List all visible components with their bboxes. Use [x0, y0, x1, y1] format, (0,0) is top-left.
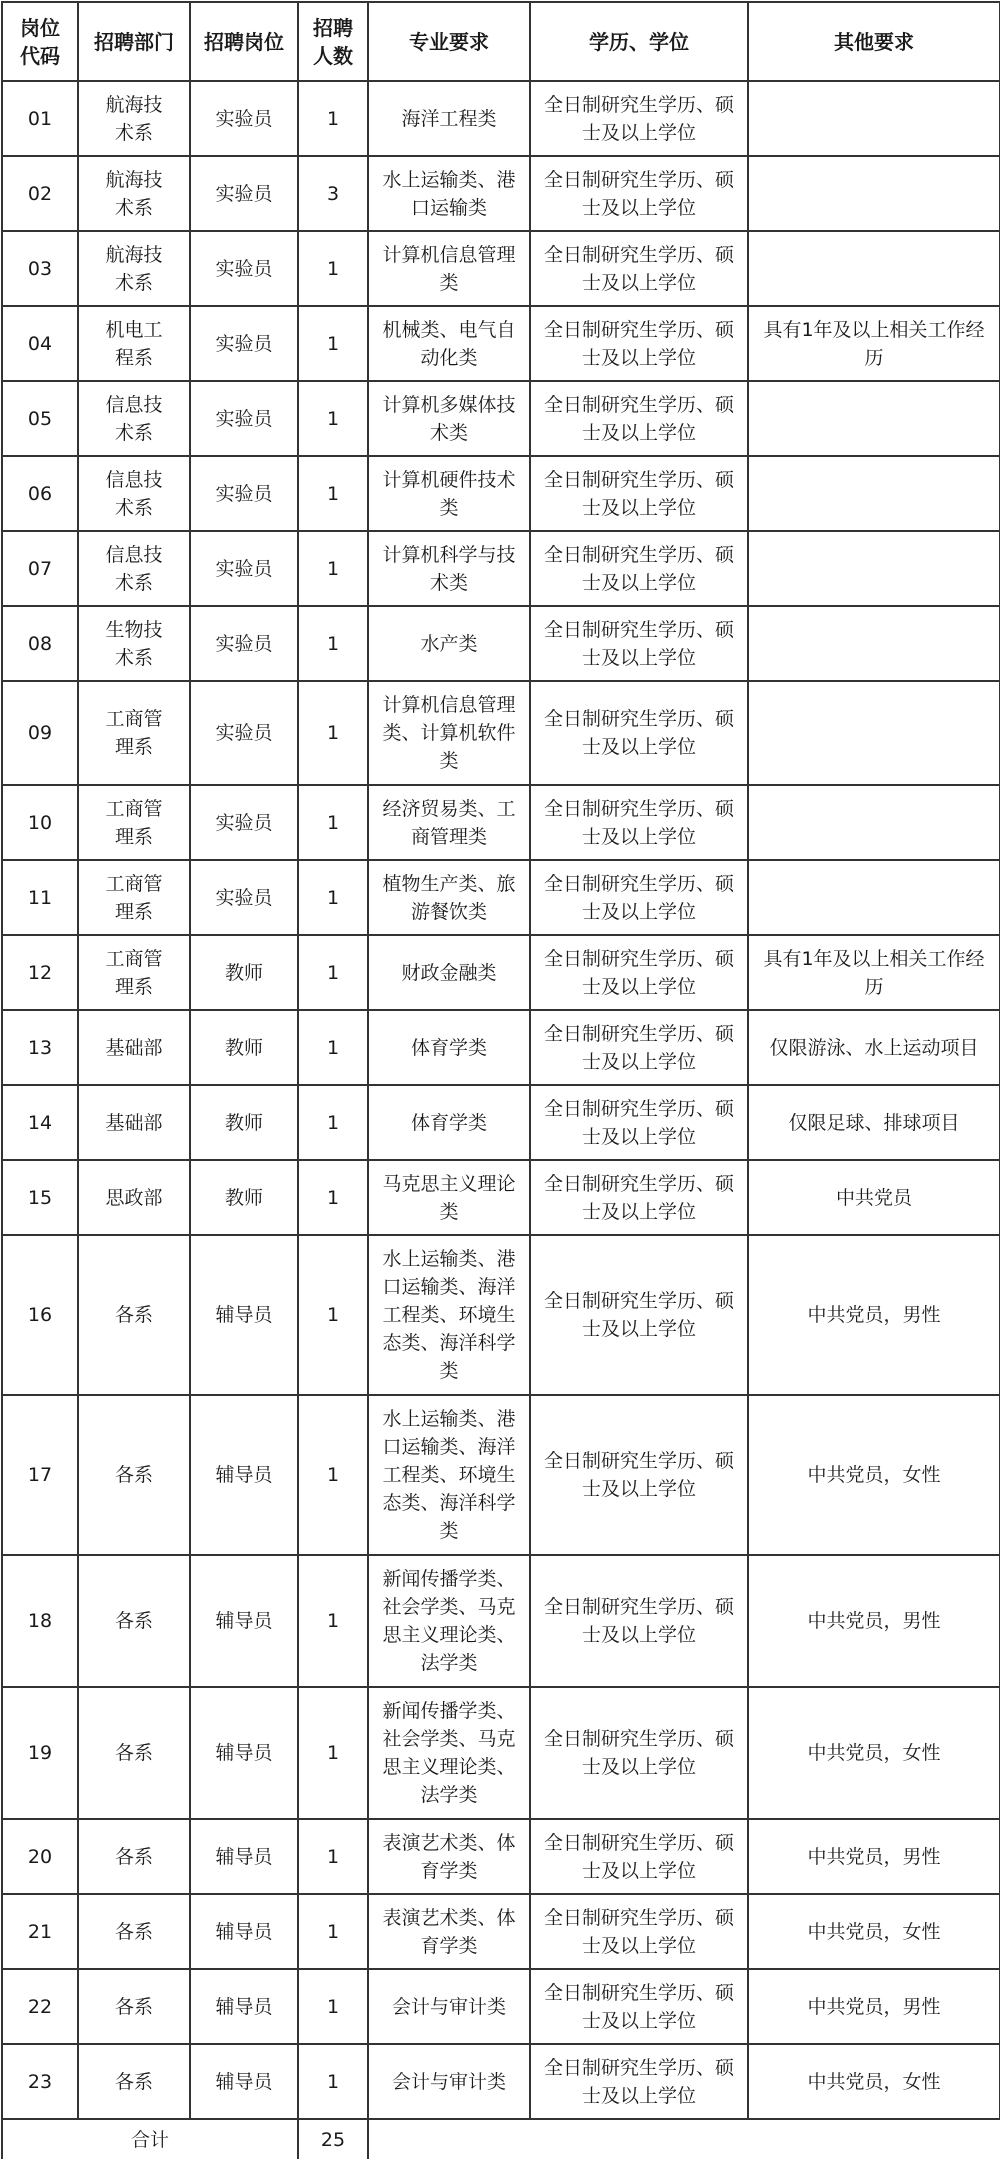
cell-edu: 全日制研究生学历、硕士及以上学位: [530, 156, 748, 231]
table-row: [2, 1160, 1000, 1235]
cell-post: 辅导员: [190, 1819, 298, 1894]
cell-count: 1: [298, 456, 368, 531]
cell-dept: 各系: [78, 1819, 190, 1894]
cell-other: 中共党员，女性: [748, 1687, 1000, 1819]
cell-edu: 全日制研究生学历、硕士及以上学位: [530, 1894, 748, 1969]
cell-dept: 各系: [78, 1395, 190, 1555]
cell-dept: 各系: [78, 1235, 190, 1395]
total-count: 25: [298, 2119, 368, 2159]
cell-code: 10: [2, 785, 78, 860]
header-code: 岗位代码: [2, 2, 78, 81]
header-major: 专业要求: [368, 2, 530, 81]
cell-code: 15: [2, 1160, 78, 1235]
cell-other: 中共党员，男性: [748, 1969, 1000, 2044]
table-row: [2, 1010, 1000, 1085]
cell-other: [748, 456, 1000, 531]
cell-post: 实验员: [190, 681, 298, 785]
cell-dept: 信息技术系: [78, 456, 190, 531]
header-count: 招聘人数: [298, 2, 368, 81]
cell-post: 实验员: [190, 456, 298, 531]
cell-code: 01: [2, 81, 78, 156]
cell-other: 中共党员，男性: [748, 1819, 1000, 1894]
cell-major: 计算机信息管理类: [368, 231, 530, 306]
cell-major: 表演艺术类、体育学类: [368, 1819, 530, 1894]
cell-edu: 全日制研究生学历、硕士及以上学位: [530, 785, 748, 860]
cell-major: 财政金融类: [368, 935, 530, 1010]
cell-code: 11: [2, 860, 78, 935]
cell-major: 机械类、电气自动化类: [368, 306, 530, 381]
cell-other: 中共党员: [748, 1160, 1000, 1235]
cell-code: 02: [2, 156, 78, 231]
table-row: [2, 1819, 1000, 1894]
cell-post: 教师: [190, 1160, 298, 1235]
cell-major: 植物生产类、旅游餐饮类: [368, 860, 530, 935]
cell-count: 1: [298, 1894, 368, 1969]
table-row: [2, 156, 1000, 231]
cell-count: 1: [298, 1395, 368, 1555]
cell-other: 中共党员，女性: [748, 1395, 1000, 1555]
table-row: [2, 935, 1000, 1010]
cell-count: 1: [298, 1235, 368, 1395]
cell-edu: 全日制研究生学历、硕士及以上学位: [530, 456, 748, 531]
table-row: [2, 681, 1000, 785]
table-row: [2, 1687, 1000, 1819]
cell-edu: 全日制研究生学历、硕士及以上学位: [530, 1819, 748, 1894]
table-row: [2, 1085, 1000, 1160]
cell-dept: 工商管理系: [78, 681, 190, 785]
cell-other: [748, 381, 1000, 456]
cell-edu: 全日制研究生学历、硕士及以上学位: [530, 1395, 748, 1555]
cell-major: 会计与审计类: [368, 1969, 530, 2044]
cell-code: 22: [2, 1969, 78, 2044]
cell-major: 水上运输类、港口运输类、海洋工程类、环境生态类、海洋科学类: [368, 1235, 530, 1395]
cell-post: 实验员: [190, 531, 298, 606]
cell-edu: 全日制研究生学历、硕士及以上学位: [530, 381, 748, 456]
cell-edu: 全日制研究生学历、硕士及以上学位: [530, 306, 748, 381]
cell-edu: 全日制研究生学历、硕士及以上学位: [530, 1969, 748, 2044]
cell-code: 13: [2, 1010, 78, 1085]
cell-major: 水产类: [368, 606, 530, 681]
cell-post: 实验员: [190, 381, 298, 456]
cell-major: 体育学类: [368, 1085, 530, 1160]
cell-edu: 全日制研究生学历、硕士及以上学位: [530, 860, 748, 935]
cell-other: 中共党员，女性: [748, 1894, 1000, 1969]
cell-other: [748, 81, 1000, 156]
cell-major: 计算机信息管理类、计算机软件类: [368, 681, 530, 785]
table-row: [2, 1894, 1000, 1969]
cell-post: 教师: [190, 1085, 298, 1160]
cell-code: 03: [2, 231, 78, 306]
cell-other: 仅限游泳、水上运动项目: [748, 1010, 1000, 1085]
table-row: [2, 531, 1000, 606]
cell-major: 体育学类: [368, 1010, 530, 1085]
cell-post: 辅导员: [190, 1969, 298, 2044]
cell-other: [748, 156, 1000, 231]
recruitment-table: [1, 1, 1000, 2159]
cell-other: 具有1年及以上相关工作经历: [748, 935, 1000, 1010]
cell-count: 1: [298, 935, 368, 1010]
cell-edu: 全日制研究生学历、硕士及以上学位: [530, 1010, 748, 1085]
cell-edu: 全日制研究生学历、硕士及以上学位: [530, 81, 748, 156]
cell-code: 05: [2, 381, 78, 456]
cell-dept: 信息技术系: [78, 531, 190, 606]
table-row: [2, 1235, 1000, 1395]
cell-code: 23: [2, 2044, 78, 2119]
cell-code: 04: [2, 306, 78, 381]
cell-count: 1: [298, 860, 368, 935]
cell-post: 实验员: [190, 306, 298, 381]
cell-other: 中共党员，女性: [748, 2044, 1000, 2119]
cell-other: [748, 785, 1000, 860]
cell-major: 新闻传播学类、社会学类、马克思主义理论类、法学类: [368, 1687, 530, 1819]
cell-post: 辅导员: [190, 1395, 298, 1555]
cell-code: 12: [2, 935, 78, 1010]
footer-row: [2, 2119, 1000, 2159]
table-row: [2, 785, 1000, 860]
table-row: [2, 381, 1000, 456]
cell-code: 20: [2, 1819, 78, 1894]
cell-edu: 全日制研究生学历、硕士及以上学位: [530, 1555, 748, 1687]
cell-code: 16: [2, 1235, 78, 1395]
cell-edu: 全日制研究生学历、硕士及以上学位: [530, 1085, 748, 1160]
cell-count: 1: [298, 1819, 368, 1894]
cell-count: 1: [298, 1969, 368, 2044]
cell-post: 实验员: [190, 231, 298, 306]
cell-code: 21: [2, 1894, 78, 1969]
cell-code: 06: [2, 456, 78, 531]
cell-edu: 全日制研究生学历、硕士及以上学位: [530, 1235, 748, 1395]
cell-code: 07: [2, 531, 78, 606]
cell-post: 实验员: [190, 860, 298, 935]
cell-post: 实验员: [190, 785, 298, 860]
table-row: [2, 306, 1000, 381]
cell-post: 辅导员: [190, 1687, 298, 1819]
cell-count: 1: [298, 381, 368, 456]
cell-other: [748, 531, 1000, 606]
cell-other: 具有1年及以上相关工作经历: [748, 306, 1000, 381]
cell-major: 表演艺术类、体育学类: [368, 1894, 530, 1969]
table-row: [2, 231, 1000, 306]
cell-count: 1: [298, 606, 368, 681]
cell-major: 新闻传播学类、社会学类、马克思主义理论类、法学类: [368, 1555, 530, 1687]
table-row: [2, 1395, 1000, 1555]
cell-code: 09: [2, 681, 78, 785]
cell-count: 1: [298, 231, 368, 306]
table-row: [2, 1555, 1000, 1687]
cell-dept: 各系: [78, 1687, 190, 1819]
cell-post: 教师: [190, 1010, 298, 1085]
table-row: [2, 81, 1000, 156]
cell-major: 计算机多媒体技术类: [368, 381, 530, 456]
cell-code: 14: [2, 1085, 78, 1160]
cell-dept: 基础部: [78, 1085, 190, 1160]
cell-major: 马克思主义理论类: [368, 1160, 530, 1235]
cell-count: 1: [298, 2044, 368, 2119]
cell-dept: 工商管理系: [78, 860, 190, 935]
cell-edu: 全日制研究生学历、硕士及以上学位: [530, 935, 748, 1010]
table-row: [2, 2044, 1000, 2119]
cell-dept: 机电工程系: [78, 306, 190, 381]
cell-other: 中共党员，男性: [748, 1555, 1000, 1687]
cell-dept: 工商管理系: [78, 785, 190, 860]
table-row: [2, 860, 1000, 935]
cell-code: 08: [2, 606, 78, 681]
table-row: [2, 456, 1000, 531]
cell-dept: 基础部: [78, 1010, 190, 1085]
table-body: [2, 81, 1000, 2159]
cell-edu: 全日制研究生学历、硕士及以上学位: [530, 681, 748, 785]
cell-major: 水上运输类、港口运输类: [368, 156, 530, 231]
cell-count: 1: [298, 1010, 368, 1085]
header-dept: 招聘部门: [78, 2, 190, 81]
cell-code: 18: [2, 1555, 78, 1687]
cell-edu: 全日制研究生学历、硕士及以上学位: [530, 606, 748, 681]
cell-other: [748, 231, 1000, 306]
table-row: [2, 606, 1000, 681]
cell-other: [748, 860, 1000, 935]
cell-count: 1: [298, 681, 368, 785]
cell-dept: 航海技术系: [78, 81, 190, 156]
cell-edu: 全日制研究生学历、硕士及以上学位: [530, 531, 748, 606]
cell-count: 1: [298, 306, 368, 381]
cell-count: 1: [298, 1687, 368, 1819]
cell-edu: 全日制研究生学历、硕士及以上学位: [530, 2044, 748, 2119]
cell-dept: 航海技术系: [78, 231, 190, 306]
cell-count: 3: [298, 156, 368, 231]
cell-other: 仅限足球、排球项目: [748, 1085, 1000, 1160]
cell-other: 中共党员，男性: [748, 1235, 1000, 1395]
cell-major: 经济贸易类、工商管理类: [368, 785, 530, 860]
cell-code: 19: [2, 1687, 78, 1819]
cell-major: 会计与审计类: [368, 2044, 530, 2119]
cell-post: 辅导员: [190, 1894, 298, 1969]
total-label: 合计: [2, 2119, 298, 2159]
cell-dept: 各系: [78, 1555, 190, 1687]
cell-major: 计算机硬件技术类: [368, 456, 530, 531]
cell-edu: 全日制研究生学历、硕士及以上学位: [530, 1160, 748, 1235]
table-row: [2, 1969, 1000, 2044]
cell-count: 1: [298, 785, 368, 860]
cell-edu: 全日制研究生学历、硕士及以上学位: [530, 231, 748, 306]
header-other: 其他要求: [748, 2, 1000, 81]
cell-count: 1: [298, 1160, 368, 1235]
footer-blank: [368, 2119, 1000, 2159]
header-edu: 学历、学位: [530, 2, 748, 81]
cell-post: 辅导员: [190, 2044, 298, 2119]
header-post: 招聘岗位: [190, 2, 298, 81]
cell-count: 1: [298, 531, 368, 606]
cell-dept: 生物技术系: [78, 606, 190, 681]
cell-other: [748, 681, 1000, 785]
cell-major: 计算机科学与技术类: [368, 531, 530, 606]
cell-post: 辅导员: [190, 1555, 298, 1687]
cell-dept: 各系: [78, 1969, 190, 2044]
cell-post: 实验员: [190, 606, 298, 681]
cell-dept: 工商管理系: [78, 935, 190, 1010]
cell-dept: 各系: [78, 2044, 190, 2119]
cell-other: [748, 606, 1000, 681]
cell-edu: 全日制研究生学历、硕士及以上学位: [530, 1687, 748, 1819]
header-row: [2, 2, 1000, 81]
cell-major: 海洋工程类: [368, 81, 530, 156]
cell-count: 1: [298, 1085, 368, 1160]
cell-code: 17: [2, 1395, 78, 1555]
cell-dept: 航海技术系: [78, 156, 190, 231]
cell-post: 实验员: [190, 156, 298, 231]
cell-count: 1: [298, 81, 368, 156]
cell-post: 实验员: [190, 81, 298, 156]
cell-post: 教师: [190, 935, 298, 1010]
cell-dept: 思政部: [78, 1160, 190, 1235]
cell-count: 1: [298, 1555, 368, 1687]
cell-dept: 各系: [78, 1894, 190, 1969]
cell-major: 水上运输类、港口运输类、海洋工程类、环境生态类、海洋科学类: [368, 1395, 530, 1555]
cell-dept: 信息技术系: [78, 381, 190, 456]
cell-post: 辅导员: [190, 1235, 298, 1395]
